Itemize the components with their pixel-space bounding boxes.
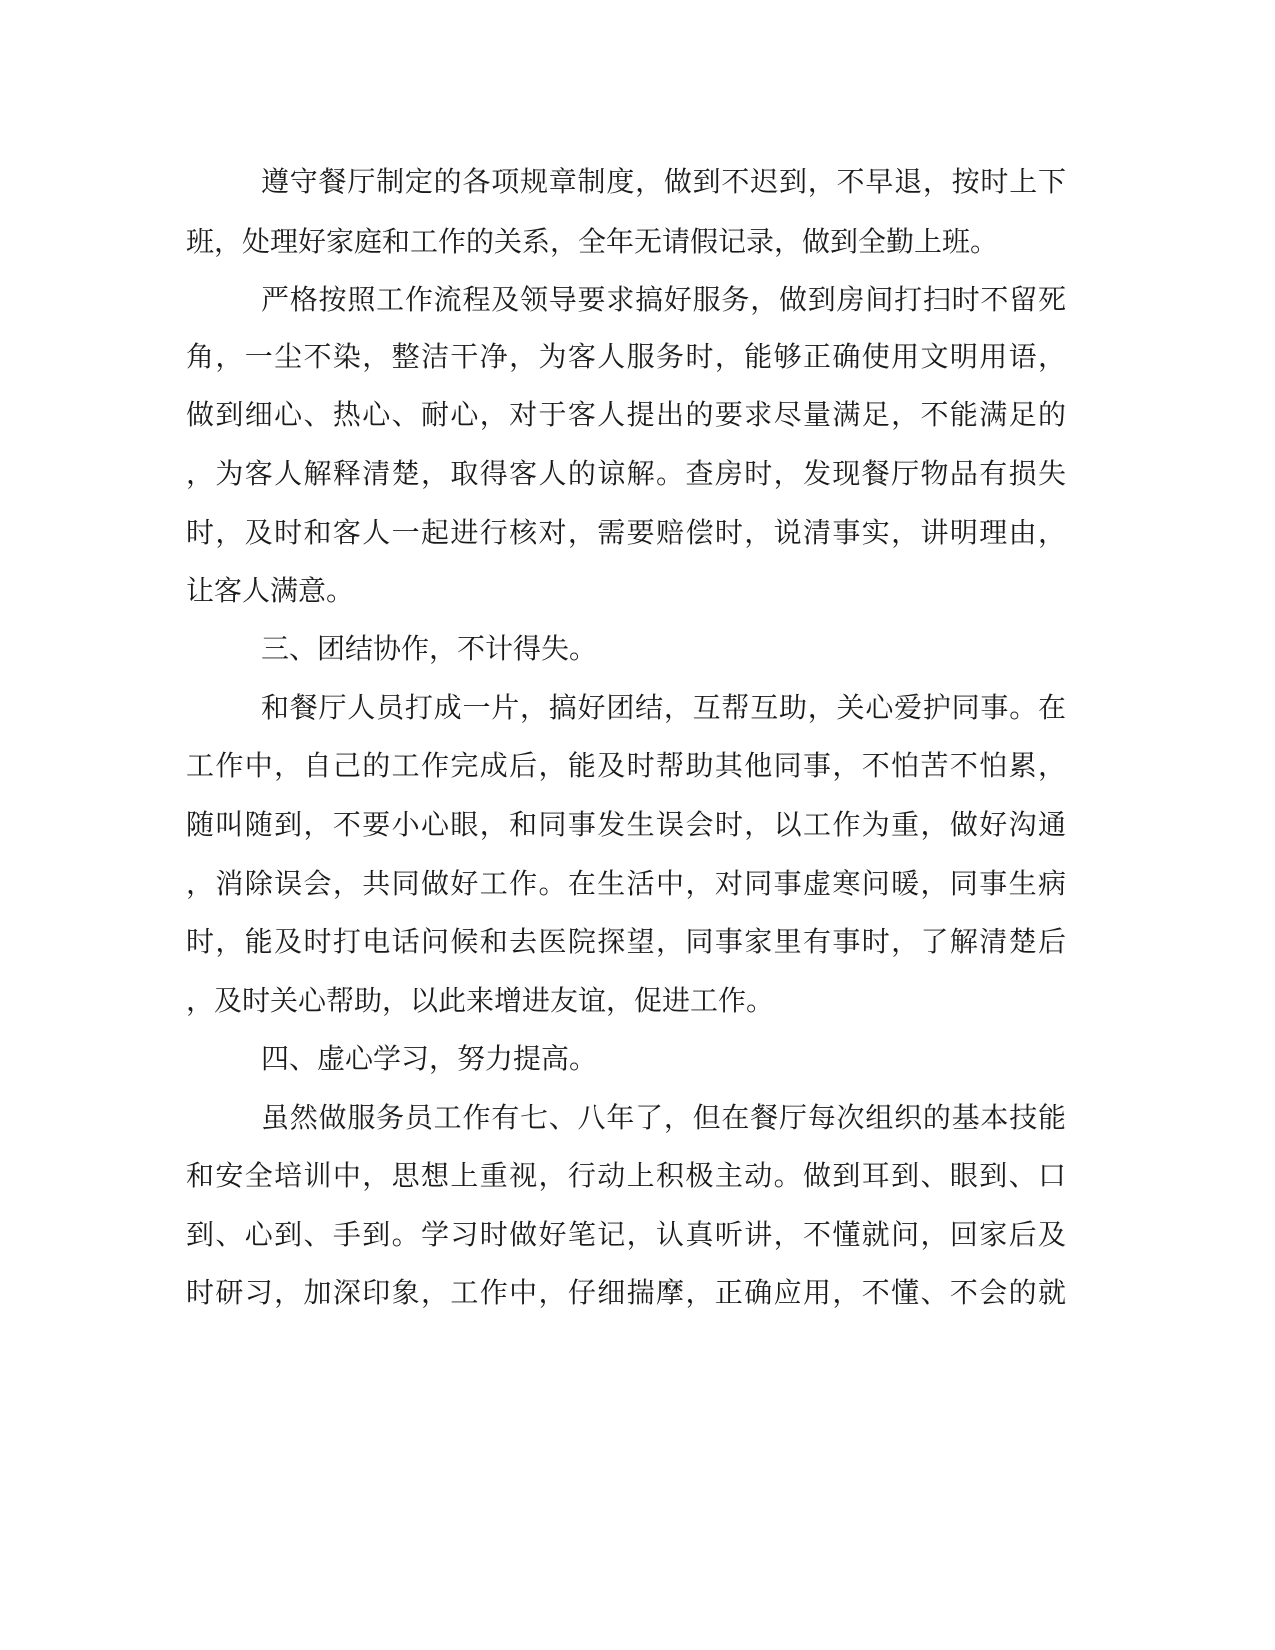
text-line: 时研习，加深印象，工作中，仔细揣摩，正确应用，不懂、不会的就 [186,1276,1066,1309]
text-line: 和安全培训中，思想上重视，行动上积极主动。做到耳到、眼到、口 [186,1159,1066,1192]
text-line: 班，处理好家庭和工作的关系，全年无请假记录，做到全勤上班。 [186,225,999,258]
text-line: 遵守餐厅制定的各项规章制度，做到不迟到，不早退，按时上下 [261,165,1066,198]
text-line: 工作中，自己的工作完成后，能及时帮助其他同事，不怕苦不怕累， [186,749,1066,782]
text-line: 角，一尘不染，整洁干净，为客人服务时，能够正确使用文明用语， [186,340,1066,373]
text-line: 到、心到、手到。学习时做好笔记，认真听讲，不懂就问，回家后及 [186,1218,1066,1251]
section-heading: 三、团结协作，不计得失。 [261,632,598,665]
text-line: 和餐厅人员打成一片，搞好团结，互帮互助，关心爱护同事。在 [261,691,1066,724]
text-line: 时，及时和客人一起进行核对，需要赔偿时，说清事实，讲明理由， [186,516,1066,549]
text-line: 严格按照工作流程及领导要求搞好服务，做到房间打扫时不留死 [261,283,1066,316]
text-line: ，消除误会，共同做好工作。在生活中，对同事虚寒问暖，同事生病 [186,867,1066,900]
text-line: 让客人满意。 [186,574,355,607]
text-line: 随叫随到，不要小心眼，和同事发生误会时，以工作为重，做好沟通 [186,808,1066,841]
text-line: ，及时关心帮助，以此来增进友谊，促进工作。 [186,984,775,1017]
text-line: 时，能及时打电话问候和去医院探望，同事家里有事时，了解清楚后 [186,925,1066,958]
text-line: 做到细心、热心、耐心，对于客人提出的要求尽量满足，不能满足的 [186,398,1066,431]
text-line: ，为客人解释清楚，取得客人的谅解。查房时，发现餐厅物品有损失 [186,457,1066,490]
text-line: 虽然做服务员工作有七、八年了，但在餐厅每次组织的基本技能 [261,1101,1066,1134]
section-heading: 四、虚心学习，努力提高。 [261,1042,598,1075]
